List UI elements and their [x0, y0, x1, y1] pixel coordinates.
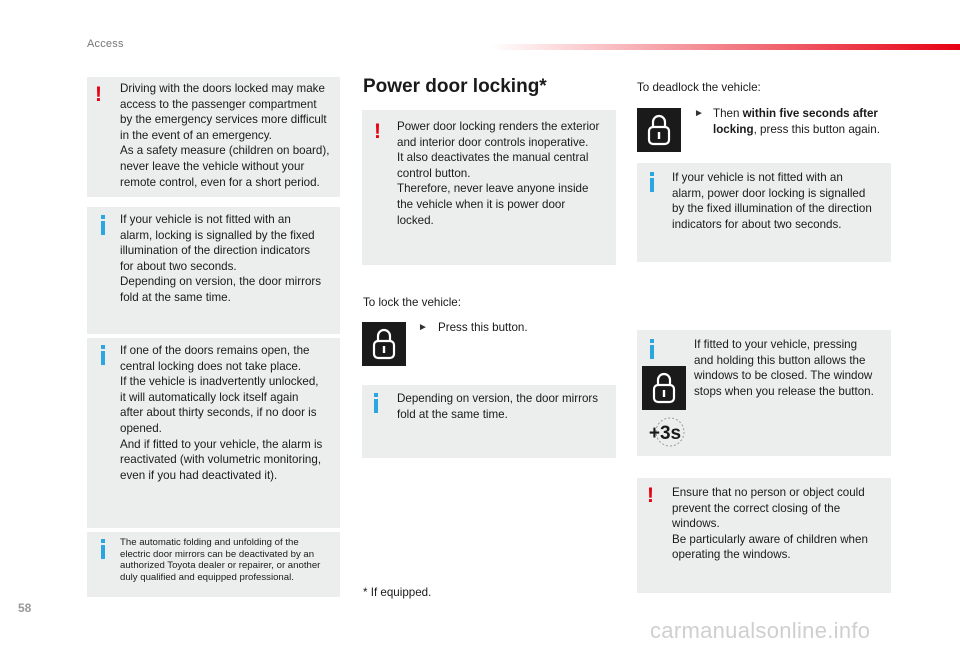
lock-button-tile	[642, 366, 686, 410]
page-number: 58	[18, 601, 32, 615]
section-header: Access	[87, 38, 124, 50]
watermark: carmanualsonline.info	[650, 618, 871, 643]
footnote: * If equipped.	[363, 586, 432, 599]
info-box-door-mirrors	[362, 385, 616, 458]
info-icon	[650, 178, 654, 192]
info-text: If your vehicle is not fitted with an alarm, power door locking is signalled by the fixed illumination of the direction indicators for about two seconds.	[672, 171, 872, 231]
info-icon	[650, 345, 654, 359]
info-text: If one of the doors remains open, the central locking does not take place. If the vehicle is inadvertently unlocked, it will automatically lock itself again after about thirty seconds, if no door is opened. And if fitted to your vehicle, the alarm is reactivated (with volumetric monitoring, even if you had deactivated it).	[120, 344, 323, 482]
badge-label: +3s	[648, 423, 682, 444]
hold-3s-badge	[640, 416, 690, 448]
info-box-deadlock-signal	[637, 163, 891, 262]
press-step: Press this button.	[438, 321, 528, 334]
info-icon	[101, 545, 105, 559]
lock-icon	[362, 322, 406, 366]
lock-icon	[642, 366, 686, 410]
info-box-window-closing	[637, 330, 891, 456]
info-icon	[101, 351, 105, 365]
info-box-door-open	[87, 338, 340, 528]
warning-box-window-safety	[637, 478, 891, 593]
then-bold: within five seconds after locking	[713, 107, 878, 136]
then-step	[713, 106, 893, 137]
info-box-locking-signal	[87, 207, 340, 334]
lock-icon	[637, 108, 681, 152]
info-icon	[101, 221, 105, 235]
lock-button-tile	[362, 322, 406, 366]
deadlock-intro: To deadlock the vehicle:	[637, 81, 761, 94]
then-suffix: , press this button again.	[753, 122, 880, 136]
warning-icon: !	[647, 484, 654, 507]
warning-text: Driving with the doors locked may make access to the passenger compartment by the emergency services more difficult in the event of an emergency. As a safety measure (children on board), never leave the vehicle without your remote control, even for a short period.	[120, 82, 330, 189]
warning-text: Ensure that no person or object could prevent the correct closing of the windows. Be particularly aware of children when operating the windows.	[672, 486, 868, 562]
info-text: If your vehicle is not fitted with an alarm, locking is signalled by the fixed illumination of the direction indicators for about two seconds. Depending on version, the door mirrors fold at the same time.	[120, 213, 322, 304]
warning-icon: !	[374, 120, 381, 143]
info-text: Depending on version, the door mirrors fold at the same time.	[397, 392, 599, 421]
lock-intro: To lock the vehicle:	[363, 296, 461, 309]
warning-text: Power door locking renders the exterior and interior door controls inoperative. It also deactivates the manual central control button. Therefore, never leave anyone inside the vehicle when it is power door locked.	[397, 120, 600, 227]
warning-box-power-locking	[362, 110, 616, 265]
bullet-icon: ►	[418, 322, 428, 333]
then-prefix: Then	[713, 107, 743, 120]
page-title: Power door locking*	[363, 76, 547, 97]
info-text: If fitted to your vehicle, pressing and holding this button allows the windows to be closed. The window stops when you release the button.	[694, 338, 874, 398]
warning-box-emergency	[87, 77, 340, 197]
header-accent-bar	[490, 44, 960, 50]
info-icon	[374, 399, 378, 413]
warning-icon: !	[95, 83, 102, 106]
info-box-mirror-folding	[87, 532, 340, 597]
info-text: The automatic folding and unfolding of the electric door mirrors can be deactivated by an authorized Toyota dealer or repairer, or another duly qualified and equipped professional.	[120, 537, 321, 583]
deadlock-button-tile	[637, 108, 681, 152]
bullet-icon: ►	[694, 108, 704, 119]
